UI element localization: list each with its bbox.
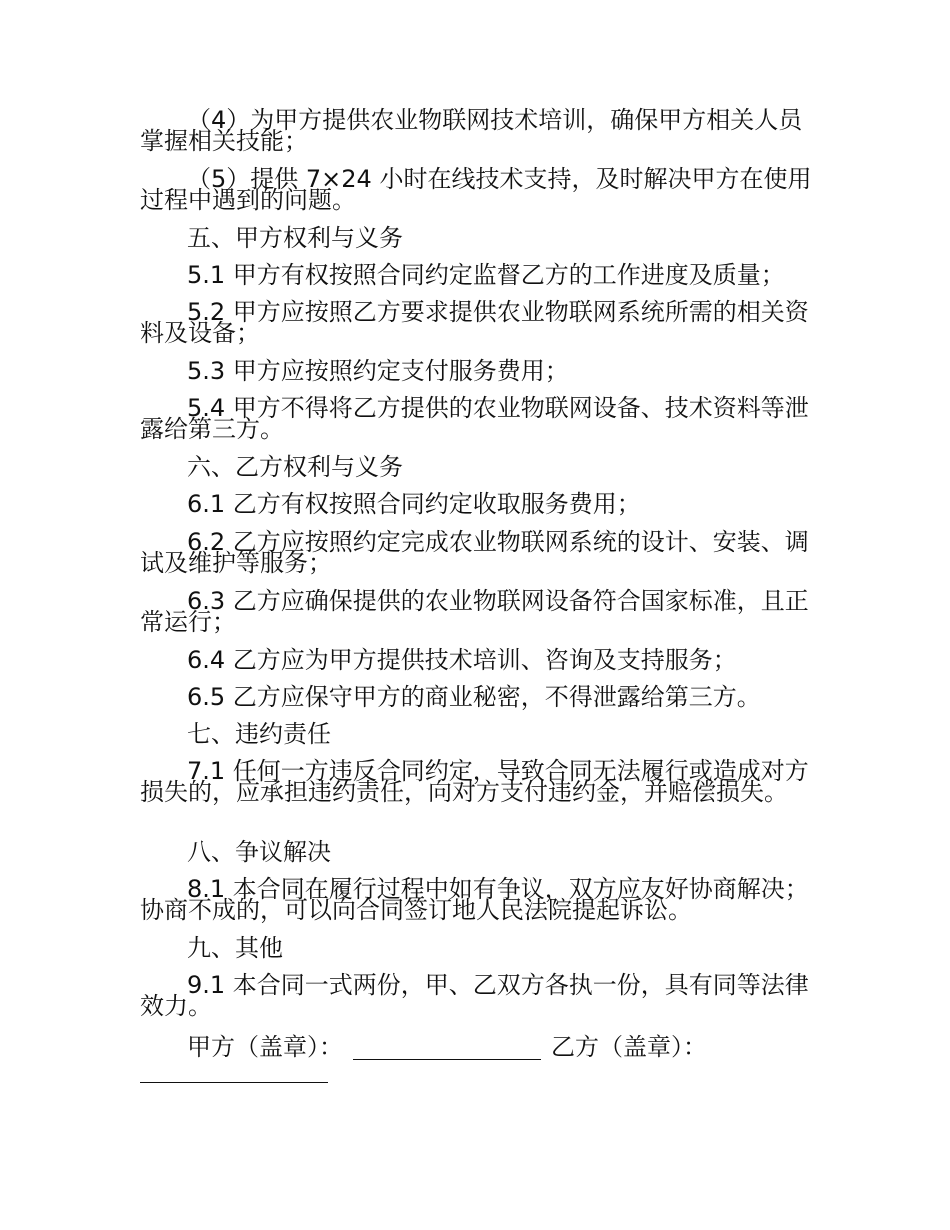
paragraph-service-support: （5）提供 7×24 小时在线技术支持，及时解决甲方在使用过程中遇到的问题。 [140,165,812,214]
clause-9-1: 9.1 本合同一式两份，甲、乙双方各执一份，具有同等法律效力。 [140,971,809,1020]
party-b-seal-label: 乙方（盖章）： [551,1033,707,1061]
party-a-seal-label: 甲方（盖章）： [187,1033,343,1061]
section-heading-other: 九、其他 [187,934,283,962]
clause-6-2: 6.2 乙方应按照约定完成农业物联网系统的设计、安装、调试及维护等服务； [140,528,809,577]
party-b-signature-line [140,1062,328,1083]
signature-block [140,1034,820,1060]
clause-6-3: 6.3 乙方应确保提供的农业物联网设备符合国家标准，且正常运行； [140,587,809,636]
section-heading-dispute: 八、争议解决 [187,838,331,866]
clause-5-3: 5.3 甲方应按照约定支付服务费用； [187,357,569,385]
clause-8-1: 8.1 本合同在履行过程中如有争议，双方应友好协商解决；协商不成的，可以向合同签订地人民法院提起诉讼。 [140,875,809,924]
section-heading-liability: 七、违约责任 [187,720,331,748]
clause-5-1: 5.1 甲方有权按照合同约定监督乙方的工作进度及质量； [187,261,785,289]
clause-5-2: 5.2 甲方应按照乙方要求提供农业物联网系统所需的相关资料及设备； [140,298,809,347]
clause-6-4: 6.4 乙方应为甲方提供技术培训、咨询及支持服务； [187,646,737,674]
clause-6-1: 6.1 乙方有权按照合同约定收取服务费用； [187,490,641,518]
section-heading-party-a: 五、甲方权利与义务 [187,224,403,252]
clause-7-1: 7.1 任何一方违反合同约定，导致合同无法履行或造成对方损失的，应承担违约责任，向对方支付违约金，并赔偿损失。 [140,757,809,806]
party-a-signature-line [353,1037,541,1060]
section-heading-party-b: 六、乙方权利与义务 [187,453,403,481]
clause-6-5: 6.5 乙方应保守甲方的商业秘密，不得泄露给第三方。 [187,683,761,711]
clause-5-4: 5.4 甲方不得将乙方提供的农业物联网设备、技术资料等泄露给第三方。 [140,394,809,443]
paragraph-service-training: （4）为甲方提供农业物联网技术培训，确保甲方相关人员掌握相关技能； [140,106,803,155]
